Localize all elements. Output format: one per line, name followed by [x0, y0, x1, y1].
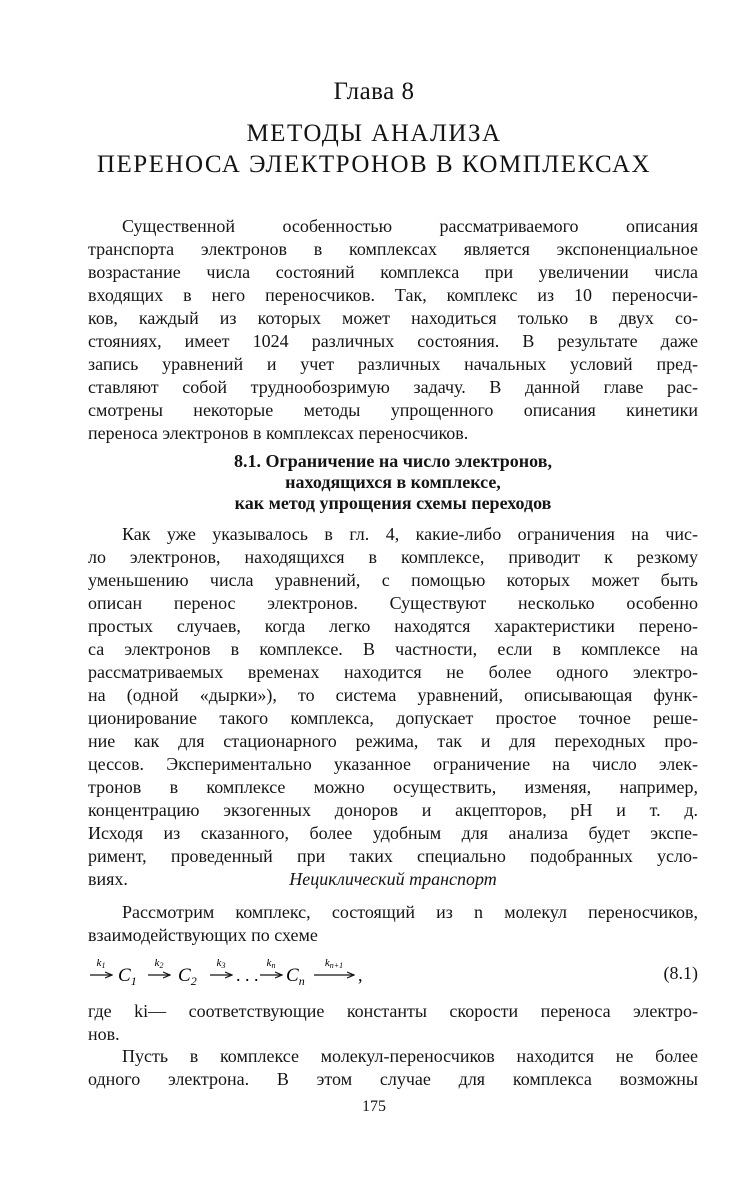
comma: ,	[358, 965, 363, 985]
text-line: возрастание числа состояний комплекса при увеличении числа	[88, 262, 698, 282]
ellipsis: . . .	[236, 965, 259, 985]
equation-number: (8.1)	[663, 963, 698, 983]
chapter-title-line: МЕТОДЫ АНАЛИЗА	[246, 120, 502, 147]
carrier-c1: $C_1$	[118, 965, 137, 988]
section-heading-line: 8.1. Ограничение на число электронов,	[234, 451, 552, 471]
where-paragraph	[88, 1000, 698, 1046]
subsection-heading: Нециклический транспорт	[289, 869, 497, 889]
text-line: тронов в комплексе можно осуществить, изменяя, например,	[88, 777, 698, 797]
text-line: концентрацию экзогенных доноров и акцепторов, pH и т. д.	[88, 800, 698, 820]
text-line: Существенной особенностью рассматриваемого описания	[122, 216, 698, 236]
text-line: одного электрона. В этом случае для комплекса возможны	[88, 1069, 698, 1089]
text-line: простых случаев, когда легко находятся характеристики перено-	[88, 616, 698, 636]
text-line: ционирование такого комплекса, допускает простое точное реше-	[88, 708, 698, 728]
text-line: описан перенос электронов. Существуют несколько особенно	[88, 593, 698, 613]
text-line: входящих в него переносчиков. Так, комплекс из 10 переносчи-	[88, 285, 698, 305]
chapter-title	[0, 118, 748, 180]
intro-paragraph	[88, 215, 698, 445]
text-line: ставляют собой труднообозримую задачу. В данной главе рас-	[88, 377, 698, 397]
text-line: римент, проведенный при таких специально подобранных усло-	[88, 846, 698, 866]
text-line: на (одной «дырки»), то система уравнений, описывающая функ-	[88, 685, 698, 705]
text-line: переноса электронов в комплексах переносчиков.	[88, 423, 469, 443]
text-line: Рассмотрим комплекс, состоящий из n молекул переносчиков,	[122, 902, 698, 922]
chapter-title-line: ПЕРЕНОСА ЭЛЕКТРОНОВ В КОМПЛЕКСАХ	[96, 151, 652, 178]
carrier-c2: $C_2$	[178, 965, 197, 988]
text-line: са электронов в комплексе. В частности, если в комплексе на	[88, 639, 698, 659]
text-line: запись уравнений и учет различных начальных условий пред-	[88, 354, 698, 374]
rate-kn1: kn+1	[324, 957, 344, 970]
text-line: ло электронов, находящихся в комплексе, приводит к резкому	[88, 547, 698, 567]
text-line: Исходя из сказанного, более удобным для анализа будет экспе-	[88, 823, 698, 843]
next-paragraph	[88, 1045, 698, 1091]
text-line: виях.	[88, 869, 128, 889]
text-line: взаимодействующих по схеме	[88, 925, 318, 945]
text-line: смотрены некоторые методы упрощенного описания кинетики	[88, 400, 698, 420]
text-line: цессов. Экспериментально указанное ограничение на число элек-	[88, 754, 698, 774]
page-number: 175	[362, 1098, 386, 1115]
text-line: рассматриваемых временах находится не более одного электро-	[88, 662, 698, 682]
chapter-label: Глава 8	[333, 78, 415, 105]
text-line: нов.	[88, 1024, 120, 1044]
text-line: транспорта электронов в комплексах является экспоненциальное	[88, 239, 698, 259]
text-line: ние как для стационарного режима, так и для переходных про-	[88, 731, 698, 751]
text-line: Пусть в комплексе молекул-переносчиков находится не более	[122, 1046, 698, 1066]
rate-k2: k2	[154, 957, 164, 970]
rate-k1: k1	[96, 957, 106, 970]
text-line: Как уже указывалось в гл. 4, какие-либо ограничения на чис-	[122, 524, 698, 544]
carrier-cn: $C_n$	[286, 965, 305, 988]
section-heading-line: как метод упрощения схемы переходов	[234, 493, 552, 513]
text-line: стояниях, имеет 1024 различных состояния. В результате даже	[88, 331, 698, 351]
reaction-scheme	[88, 952, 488, 998]
equation-8-1	[88, 952, 698, 998]
text-line: уменьшению числа уравнений, с помощью которых может быть	[88, 570, 698, 590]
rate-kn: kn	[266, 957, 276, 970]
section-heading-line: находящихся в комплексе,	[285, 472, 501, 492]
rate-k3: k3	[216, 957, 226, 970]
text-line: ков, каждый из которых может находиться только в двух со-	[88, 308, 698, 328]
subsection-paragraph	[88, 901, 698, 947]
section-paragraph	[88, 523, 698, 891]
text-line: где ki— соответствующие константы скорости переноса электро-	[88, 1001, 698, 1021]
section-heading	[88, 451, 698, 514]
